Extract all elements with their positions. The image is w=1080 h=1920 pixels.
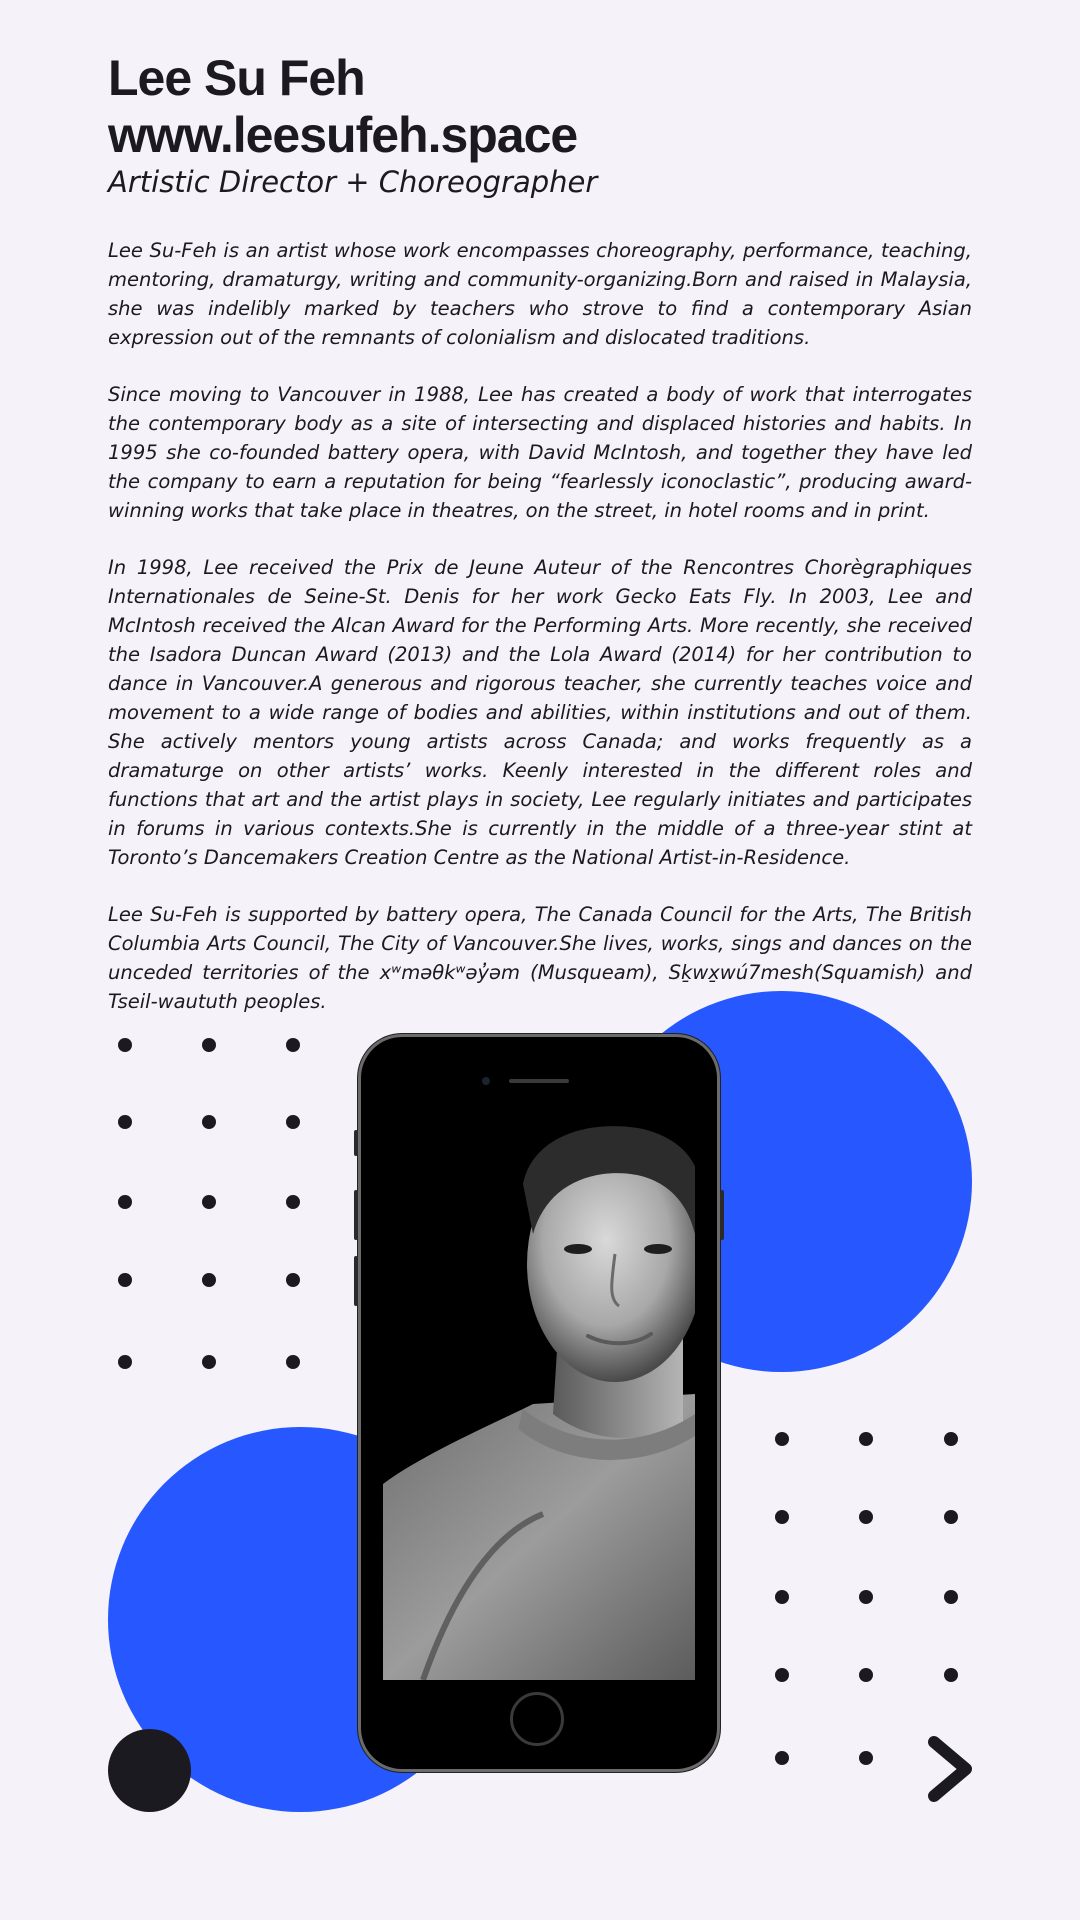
camera-icon (482, 1077, 490, 1085)
dot (775, 1510, 789, 1524)
dot (202, 1038, 216, 1052)
dot (944, 1510, 958, 1524)
dot (118, 1355, 132, 1369)
dot (775, 1590, 789, 1604)
dot (859, 1590, 873, 1604)
home-button (510, 1692, 564, 1746)
dot (775, 1432, 789, 1446)
dot (118, 1195, 132, 1209)
bio-paragraph-3: In 1998, Lee received the Prix de Jeune Auteur of the Rencontres Chorègraphiques Internationales de Seine-St. Denis for her work Gecko Eats Fly. In 2003, Lee and McIntosh received the Alcan Award for the Performing Arts. More recently, she received the Isadora Duncan Award (2013) and the Lola Award (2014) for her contribution to dance in Vancouver.A generous and rigorous teacher, she currently teaches voice and movement to a wide range of bodies and abilities, within institutions and out of them. She actively mentors young artists across Canada; and works frequently as a dramaturge on other artists’ works. Keenly interested in the different roles and functions that art and the artist plays in society, Lee regularly initiates and participates in forums in various contexts.She is currently in the middle of a three-year stint at Toronto’s Dancemakers Creation Centre as the National Artist-in-Residence. (108, 556, 972, 869)
dot (944, 1590, 958, 1604)
dot (286, 1355, 300, 1369)
artist-name: Lee Su Feh (108, 50, 365, 106)
dot (118, 1273, 132, 1287)
dot (859, 1668, 873, 1682)
phone-volume-up (354, 1190, 358, 1240)
dot (775, 1751, 789, 1765)
dot (944, 1668, 958, 1682)
portrait-photo (383, 1124, 695, 1680)
chevron-right-icon[interactable] (920, 1734, 980, 1804)
phone-side-button (354, 1130, 358, 1156)
dot (118, 1115, 132, 1129)
dark-circle-decoration (108, 1729, 191, 1812)
dot (286, 1195, 300, 1209)
dot (202, 1195, 216, 1209)
dot (286, 1273, 300, 1287)
dot (118, 1038, 132, 1052)
dot (775, 1668, 789, 1682)
dot (286, 1115, 300, 1129)
phone-power-button (720, 1190, 724, 1240)
dot (944, 1432, 958, 1446)
dot (286, 1038, 300, 1052)
speaker-grille (509, 1079, 569, 1083)
dot (859, 1510, 873, 1524)
dot (202, 1273, 216, 1287)
bio-paragraph-4: Lee Su-Feh is supported by battery opera, The Canada Council for the Arts, The British Columbia Arts Council, The City of Vancouver.She lives, works, sings and dances on the unceded territories of the xʷməθkʷəy̓əm (Musqueam), Sḵwx̱wú7mesh(Squamish) and Tseil-waututh peoples. (108, 903, 972, 1013)
website-url[interactable]: www.leesufeh.space (108, 107, 578, 163)
dot (202, 1355, 216, 1369)
role-subtitle: Artistic Director + Choreographer (108, 165, 598, 199)
dot (202, 1115, 216, 1129)
dot (859, 1751, 873, 1765)
portrait-illustration (383, 1124, 695, 1680)
phone-mockup (358, 1034, 720, 1772)
bio-paragraph-1: Lee Su-Feh is an artist whose work encompasses choreography, performance, teaching, mentoring, dramaturgy, writing and community-organizing.Born and raised in Malaysia, she was indelibly marked by teachers who strove to find a contemporary Asian expression out of the remnants of colonialism and dislocated traditions. (108, 239, 972, 349)
phone-volume-down (354, 1256, 358, 1306)
dot (859, 1432, 873, 1446)
bio-paragraph-2: Since moving to Vancouver in 1988, Lee has created a body of work that interrogates the contemporary body as a site of intersecting and displaced histories and habits. In 1995 she co-founded battery opera, with David McIntosh, and together they have led the company to earn a reputation for being “fearlessly iconoclastic”, producing award-winning works that take place in theatres, on the street, in hotel rooms and in print. (108, 383, 972, 522)
